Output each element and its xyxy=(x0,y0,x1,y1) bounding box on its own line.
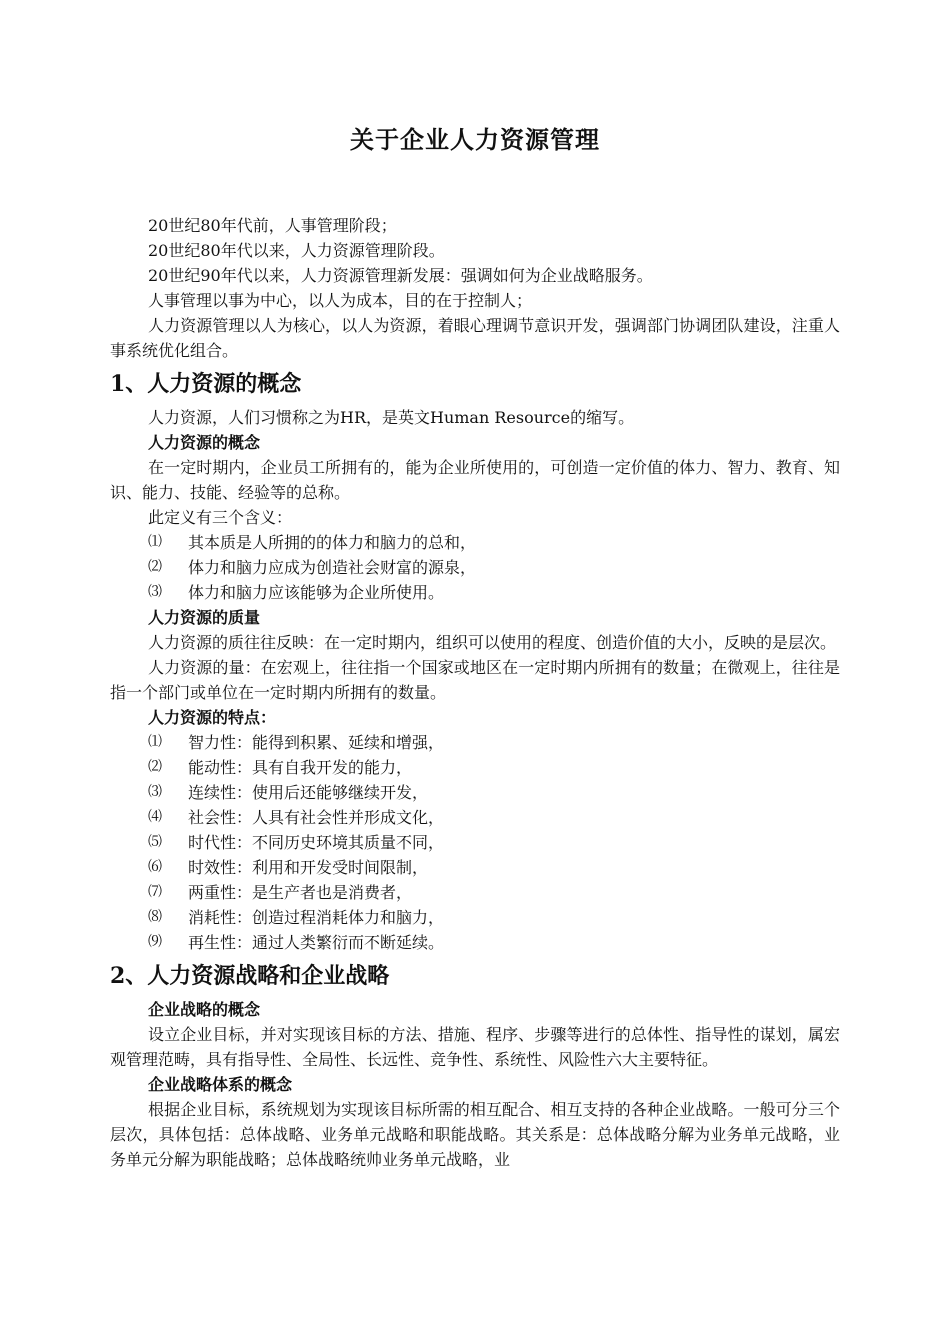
intro-paragraph: 20世纪80年代前，人事管理阶段； xyxy=(148,216,397,235)
paragraph: 根据企业目标，系统规划为实现该目标所需的相互配合、相互支持的各种企业战略。一般可分三个层次，具体包括：总体战略、业务单元战略和职能战略。其关系是：总体战略分解为业务单元战略，业务单元分解为职能战略；总体战略统帅业务单元战略，业 xyxy=(110,1100,840,1169)
paragraph: 在一定时期内，企业员工所拥有的，能为企业所使用的，可创造一定价值的体力、智力、教育、知识、能力、技能、经验等的总称。 xyxy=(110,458,840,502)
list-item xyxy=(110,730,840,755)
list-text: 时效性：利用和开发受时间限制， xyxy=(188,858,429,877)
intro-paragraph: 20世纪80年代以来，人力资源管理阶段。 xyxy=(148,241,445,260)
list-text: 再生性：通过人类繁衍而不断延续。 xyxy=(188,933,445,952)
list-text: 其本质是人所拥的的体力和脑力的总和， xyxy=(188,533,477,552)
subheading: 人力资源的质量 xyxy=(148,608,261,627)
list-item xyxy=(110,830,840,855)
intro-section xyxy=(110,213,840,363)
list-item xyxy=(110,755,840,780)
list-item xyxy=(110,805,840,830)
subheading: 人力资源的概念 xyxy=(148,433,261,452)
section-heading: 1、人力资源的概念 xyxy=(110,371,302,397)
list-number: ⑴ xyxy=(148,534,162,550)
meanings-list xyxy=(110,530,840,605)
intro-paragraph: 人事管理以事为中心，以人为成本，目的在于控制人； xyxy=(148,291,533,310)
list-number: ⑼ xyxy=(148,934,162,950)
list-number: ⑻ xyxy=(148,909,162,925)
paragraph: 人力资源，人们习惯称之为HR，是英文Human Resource的缩写。 xyxy=(148,408,635,427)
paragraph: 人力资源的质往往反映：在一定时期内，组织可以使用的程度、创造价值的大小，反映的是层次。 xyxy=(148,633,837,652)
list-text: 消耗性：创造过程消耗体力和脑力， xyxy=(188,908,445,927)
intro-paragraph: 20世纪90年代以来，人力资源管理新发展：强调如何为企业战略服务。 xyxy=(148,266,653,285)
list-item xyxy=(110,880,840,905)
list-item xyxy=(110,855,840,880)
list-item xyxy=(110,905,840,930)
list-number: ⑵ xyxy=(148,759,162,775)
list-number: ⑶ xyxy=(148,584,162,600)
section-heading: 2、人力资源战略和企业战略 xyxy=(110,963,390,989)
list-number: ⑴ xyxy=(148,734,162,750)
list-text: 能动性：具有自我开发的能力， xyxy=(188,758,413,777)
intro-paragraph: 人力资源管理以人为核心，以人为资源，着眼心理调节意识开发，强调部门协调团队建设，注重人事系统优化组合。 xyxy=(110,316,840,360)
paragraph: 设立企业目标，并对实现该目标的方法、措施、程序、步骤等进行的总体性、指导性的谋划，属宏观管理范畴，具有指导性、全局性、长远性、竞争性、系统性、风险性六大主要特征。 xyxy=(110,1025,840,1069)
list-number: ⑵ xyxy=(148,559,162,575)
features-list xyxy=(110,730,840,955)
subheading: 人力资源的特点： xyxy=(148,708,277,727)
paragraph: 人力资源的量：在宏观上，往往指一个国家或地区在一定时期内所拥有的数量；在微观上，往往是指一个部门或单位在一定时期内所拥有的数量。 xyxy=(110,658,840,702)
subheading: 企业战略体系的概念 xyxy=(148,1075,293,1094)
list-item xyxy=(110,580,840,605)
list-text: 社会性：人具有社会性并形成文化， xyxy=(188,808,445,827)
list-number: ⑷ xyxy=(148,809,162,825)
list-item xyxy=(110,530,840,555)
subheading: 企业战略的概念 xyxy=(148,1000,261,1019)
list-number: ⑹ xyxy=(148,859,162,875)
list-text: 连续性：使用后还能够继续开发， xyxy=(188,783,429,802)
list-item xyxy=(110,930,840,955)
document-title: 关于企业人力资源管理 xyxy=(350,125,600,154)
list-text: 智力性：能得到积累、延续和增强， xyxy=(188,733,445,752)
list-item xyxy=(110,555,840,580)
list-text: 体力和脑力应该能够为企业所使用。 xyxy=(188,583,445,602)
list-number: ⑸ xyxy=(148,834,162,850)
list-number: ⑺ xyxy=(148,884,162,900)
paragraph: 此定义有三个含义： xyxy=(148,508,293,527)
list-text: 两重性：是生产者也是消费者， xyxy=(188,883,413,902)
list-text: 时代性：不同历史环境其质量不同， xyxy=(188,833,445,852)
list-item xyxy=(110,780,840,805)
list-text: 体力和脑力应成为创造社会财富的源泉， xyxy=(188,558,477,577)
list-number: ⑶ xyxy=(148,784,162,800)
